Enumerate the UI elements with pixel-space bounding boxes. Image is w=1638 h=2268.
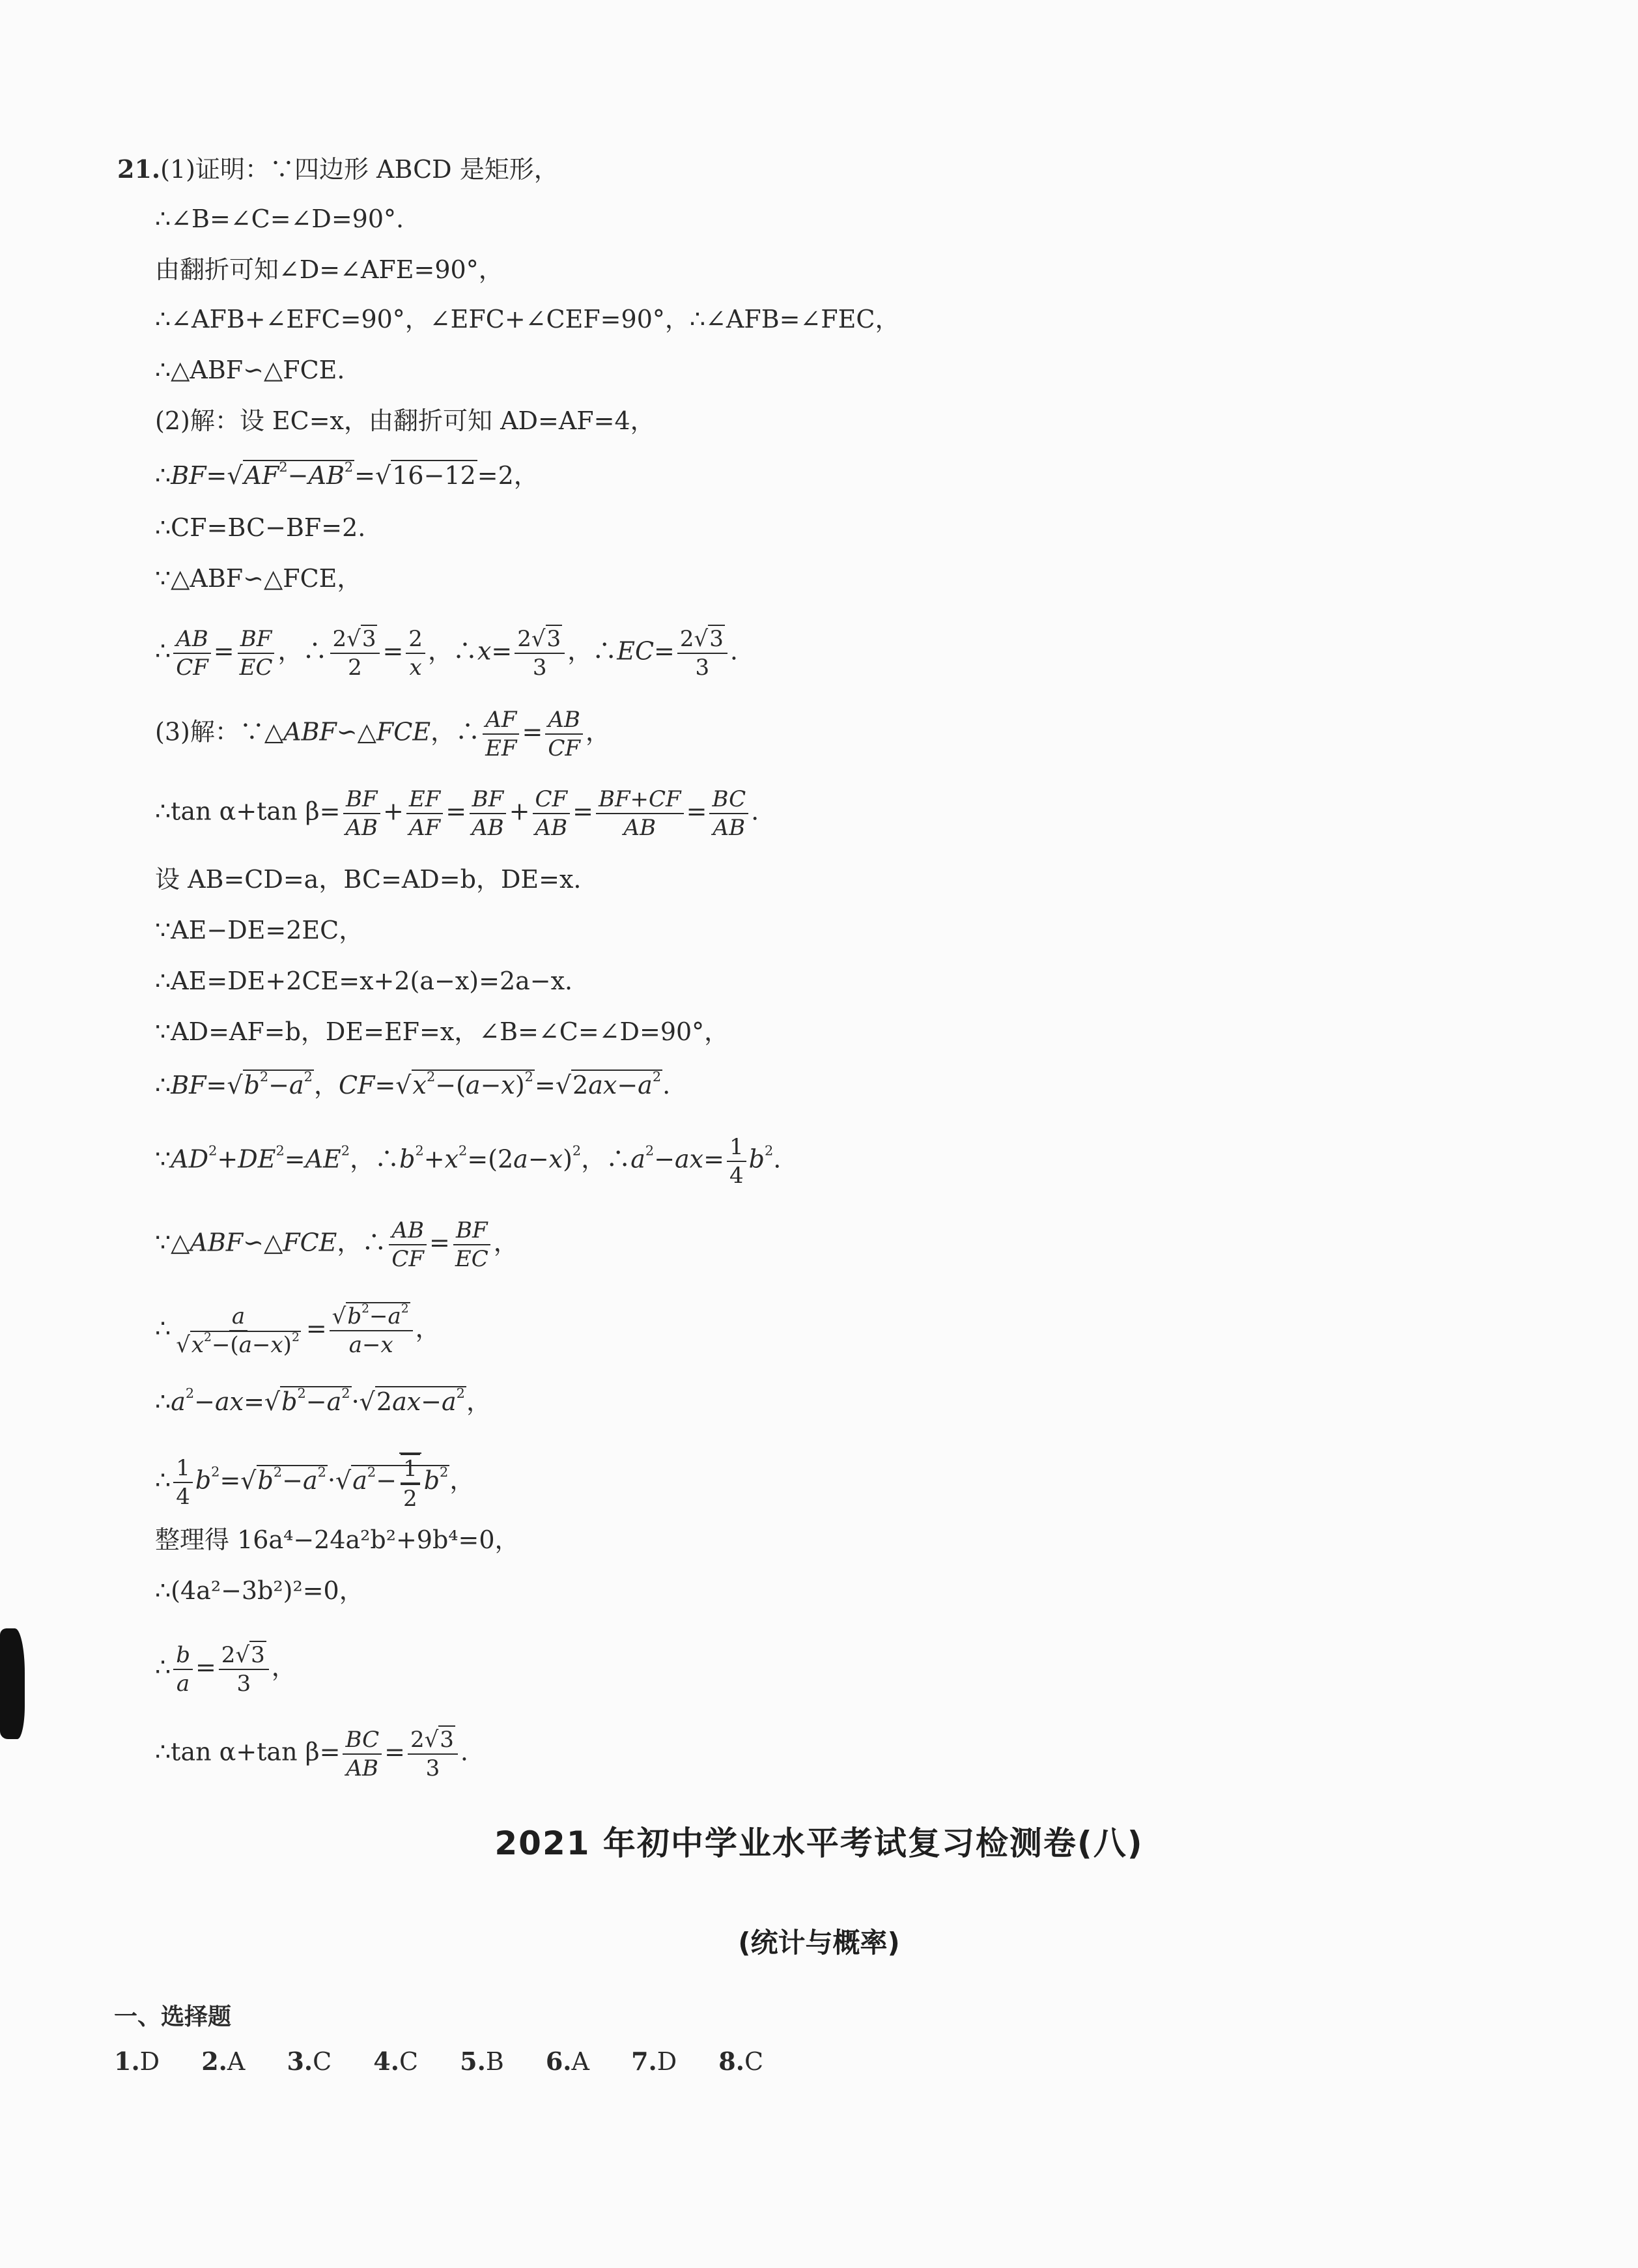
answer-item: 8.C [718,2047,764,2076]
q21-part3-line-8: $\because AD^2+DE^2=AE^2$，$\therefore b^2+x^2=(2a-x)^2$，$\therefore a^2-ax=$ $\frac{1}{4}$ $b^2$. [155,1134,782,1189]
q21-part3-line-15: ∴ $\frac{b}{a}$ = $\frac{2√ 3}{3}$ ， [155,1641,296,1697]
q21-part3-line-7: ∴BF=√ $b^2-a^2$，CF=√ $x^2-(a-x)^2=√$ $2ax-a^2$. [155,1070,670,1101]
q21-part3-line-4: ∵AE−DE=2EC， [155,916,364,944]
q21-line-5: ∴△ABF∽△FCE. [155,356,345,384]
q21-part3-line-12: ∴ $\frac{1}{4}$ $b^2=√$ $b^2-a^2\cdot√$ $a^2-$ $\frac{1}{2}$ $b^2$， [155,1453,474,1512]
q21-line-3: 由翻折可知∠D=∠AFE=90°， [155,255,503,284]
exam-subtitle: (统计与概率) [738,1927,900,1959]
q21-part2-line-4: ∵△ABF∽△FCE， [155,564,362,593]
exam-title: 2021 年初中学业水平考试复习检测卷(八) [494,1824,1144,1862]
answer-item: 4.C [373,2047,419,2076]
q21-part3-line-1: (3)解：∵△ABF∽△FCE，∴ $\frac{AF}{EF}$ = $\frac{AB}{CF}$ ， [155,707,610,761]
q21-part3-line-9: ∵△ABF∽△FCE，∴ $\frac{AB}{CF}$ = $\frac{BF}{EC}$ ， [155,1217,518,1272]
answer-list [114,2047,797,2076]
section-heading: 一、选择题 [114,2004,232,2030]
answer-item: 5.B [460,2047,504,2076]
q21-part3-line-14: ∴(4a²−3b²)²=0， [155,1576,364,1605]
q21-line-1 [117,154,559,185]
q21-part2-line-1: (2)解：设 EC=x，由翻折可知 AD=AF=4， [155,406,655,435]
q21-part3-line-2: ∴tan α+tan β= $\frac{BF}{AB}$ + $\frac{EF}{AF}$ = $\frac{BF}{AB}$ + $\frac{CF}{AB}$ = $\frac{BF+CF}{AB}$ = $\frac{BC}{AB}$ . [155,786,759,841]
q21-part3-line-13: 整理得 16a⁴−24a²b²+9b⁴=0， [155,1525,520,1554]
answer-item: 6.A [545,2047,589,2076]
answer-item: 2.A [201,2047,246,2076]
answer-item: 3.C [287,2047,332,2076]
q21-part3-line-10: ∴ a √ $x^2-(a-x)^2$ = √ $\frac{b^2-a^2}{a-x}$ ， [155,1303,440,1359]
q21-part3-line-5: ∴AE=DE+2CE=x+2(a−x)=2a−x. [155,967,573,995]
answer-item: 7.D [631,2047,677,2076]
q21-part1-statement: (1)证明：∵四边形 ABCD 是矩形， [160,155,559,184]
q21-part2-line-3: ∴CF=BC−BF=2. [155,513,366,542]
q21-part3-line-11: $\therefore a^2-ax=√$ $b^2-a^2\cdot√$ $2ax-a^2$， [155,1386,491,1417]
q21-part2-line-5: ∴ $\frac{AB}{CF}$ = $\frac{BF}{EC}$ ，∴ $\frac{2√ 3}{2}$ = $\frac{2}{x}$ ，∴x= $\frac{2√ 3}{3}$ ，∴EC= $\frac{2√ 3}{3}$ . [155,625,738,681]
q21-part2-line-2: ∴BF=√ $AF^2-AB^2=√$ 16−12=2， [155,460,539,491]
q21-line-2: ∴∠B=∠C=∠D=90°. [155,205,404,233]
q21-line-4: ∴∠AFB+∠EFC=90°，∠EFC+∠CEF=90°，∴∠AFB=∠FEC， [155,305,900,333]
scan-edge-mark [0,1628,25,1739]
q21-part3-line-6: ∵AD=AF=b，DE=EF=x，∠B=∠C=∠D=90°， [155,1017,729,1046]
q21-part3-line-3: 设 AB=CD=a，BC=AD=b，DE=x. [155,865,582,894]
q21-number: 21. [117,154,161,184]
q21-part3-line-16: ∴tan α+tan β= $\frac{BC}{AB}$ = $\frac{2√ 3}{3}$ . [155,1726,468,1782]
answer-item: 1.D [114,2047,160,2076]
